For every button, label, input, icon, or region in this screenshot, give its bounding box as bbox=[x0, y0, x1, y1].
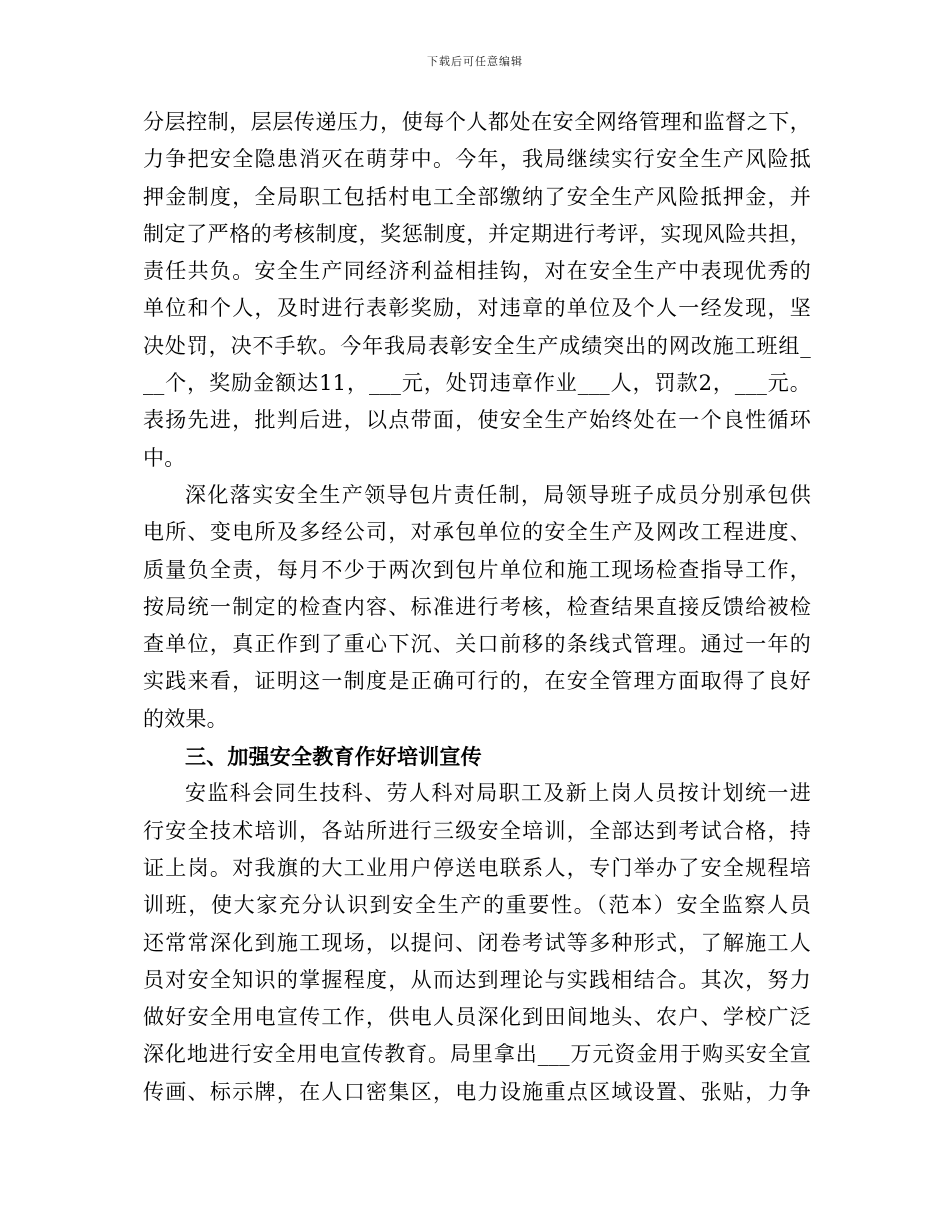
body-line: 押金制度，全局职工包括村电工全部缴纳了安全生产风险抵押金，并 bbox=[143, 184, 811, 209]
body-line: 表扬先进，批判后进，以点带面，使安全生产始终处在一个良性循环 bbox=[143, 408, 811, 433]
body-line: 决处罚，决不手软。今年我局表彰安全生产成绩突出的网改施工班组_ bbox=[143, 333, 811, 358]
body-line: 制定了严格的考核制度，奖惩制度，并定期进行考评，实现风险共担， bbox=[143, 221, 811, 246]
body-line: 传画、标示牌，在人口密集区，电力设施重点区域设置、张贴，力争 bbox=[143, 1079, 811, 1104]
body-line: 深化落实安全生产领导包片责任制，局领导班子成员分别承包供 bbox=[185, 482, 811, 507]
body-line: 安监科会同生技科、劳人科对局职工及新上岗人员按计划统一进 bbox=[185, 781, 811, 806]
section-heading: 三、加强安全教育作好培训宣传 bbox=[185, 744, 482, 770]
body-line: 深化地进行安全用电宣传教育。局里拿出___万元资金用于购买安全宣 bbox=[143, 1042, 811, 1067]
body-line: 单位和个人，及时进行表彰奖励，对违章的单位及个人一经发现，坚 bbox=[143, 296, 811, 321]
body-line: __个，奖励金额达11，___元，处罚违章作业___人，罚款2，___元。 bbox=[143, 371, 811, 396]
body-line: 查单位，真正作到了重心下沉、关口前移的条线式管理。通过一年的 bbox=[143, 632, 811, 657]
page-header-note: 下载后可任意编辑 bbox=[427, 55, 523, 68]
body-line: 实践来看，证明这一制度是正确可行的，在安全管理方面取得了良好 bbox=[143, 669, 811, 694]
body-line: 质量负全责，每月不少于两次到包片单位和施工现场检查指导工作， bbox=[143, 557, 811, 582]
body-line: 分层控制，层层传递压力，使每个人都处在安全网络管理和监督之下， bbox=[143, 110, 811, 134]
body-line: 证上岗。对我旗的大工业用户停送电联系人，专门举办了安全规程培 bbox=[143, 855, 811, 880]
body-line: 员对安全知识的掌握程度，从而达到理论与实践相结合。其次，努力 bbox=[143, 967, 811, 992]
body-line: 还常常深化到施工现场，以提问、闭卷考试等多种形式，了解施工人 bbox=[143, 930, 811, 955]
body-line: 责任共负。安全生产同经济利益相挂钩，对在安全生产中表现优秀的 bbox=[143, 259, 811, 284]
body-line: 电所、变电所及多经公司，对承包单位的安全生产及网改工程进度、 bbox=[143, 520, 811, 545]
body-line: 按局统一制定的检查内容、标准进行考核，检查结果直接反馈给被检 bbox=[143, 594, 811, 619]
body-line: 训班，使大家充分认识到安全生产的重要性。（范本）安全监察人员 bbox=[143, 893, 811, 918]
body-line: 的效果。 bbox=[143, 706, 228, 731]
body-line: 做好安全用电宣传工作，供电人员深化到田间地头、农户、学校广泛 bbox=[143, 1005, 811, 1030]
body-line: 力争把安全隐患消灭在萌芽中。今年，我局继续实行安全生产风险抵 bbox=[143, 147, 811, 172]
document-body bbox=[143, 104, 811, 1111]
body-line: 中。 bbox=[143, 445, 186, 470]
body-line: 行安全技术培训，各站所进行三级安全培训，全部达到考试合格，持 bbox=[143, 818, 811, 843]
